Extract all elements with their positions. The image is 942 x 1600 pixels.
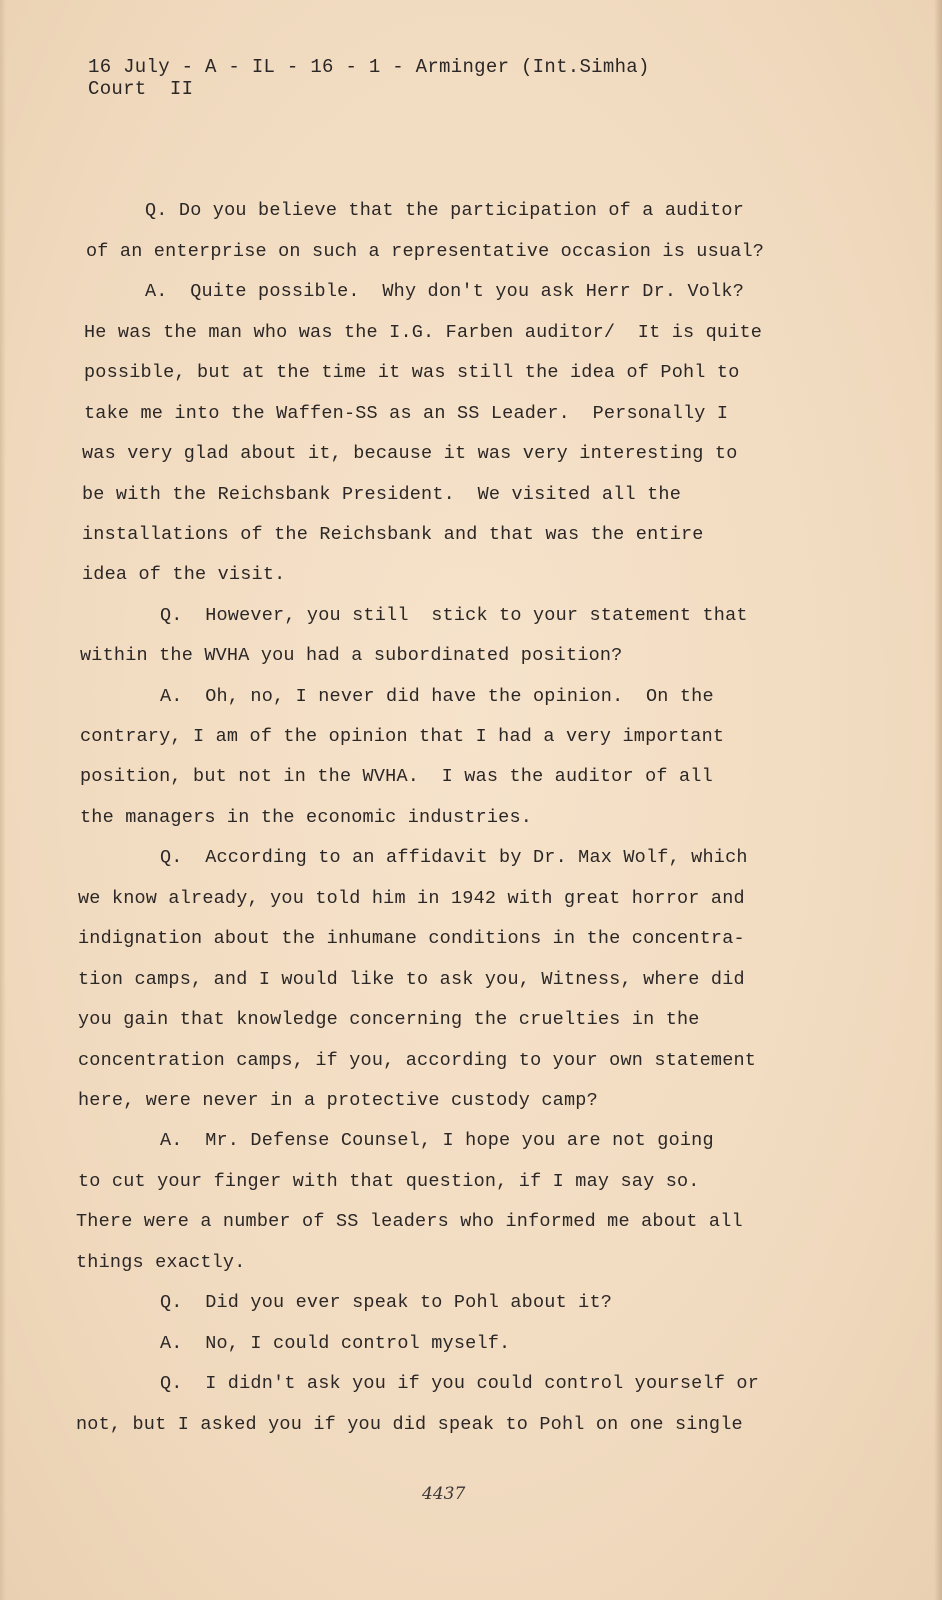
- paper-right-edge: [934, 0, 942, 1600]
- transcript-line: not, but I asked you if you did speak to Pohl on one single: [76, 1414, 743, 1435]
- transcript-line: position, but not in the WVHA. I was the auditor of all: [80, 766, 713, 787]
- transcript-line: possible, but at the time it was still the idea of Pohl to: [84, 362, 740, 383]
- transcript-line: was very glad about it, because it was very interesting to: [82, 443, 738, 464]
- transcript-line: of an enterprise on such a representative occasion is usual?: [86, 241, 765, 262]
- header-line-2: Court II: [88, 78, 194, 100]
- transcript-line: we know already, you told him in 1942 with great horror and: [78, 888, 745, 909]
- transcript-line: He was the man who was the I.G. Farben auditor/ It is quite: [84, 322, 763, 343]
- transcript-line: A. Quite possible. Why don't you ask Herr Dr. Volk?: [145, 281, 744, 302]
- transcript-line: things exactly.: [76, 1252, 246, 1273]
- transcript-line: installations of the Reichsbank and that was the entire: [82, 524, 704, 545]
- transcript-line: Q. I didn't ask you if you could control yourself or: [160, 1373, 759, 1394]
- transcript-line: Q. Do you believe that the participation of a auditor: [145, 200, 744, 221]
- transcript-line: idea of the visit.: [82, 564, 286, 585]
- header-line-1: 16 July - A - IL - 16 - 1 - Arminger (Int.Simha): [88, 56, 650, 78]
- transcript-line: Q. However, you still stick to your statement that: [160, 605, 748, 626]
- transcript-line: within the WVHA you had a subordinated position?: [80, 645, 623, 666]
- transcript-line: indignation about the inhumane conditions in the concentra-: [78, 928, 745, 949]
- document-header: [88, 56, 650, 100]
- transcript-line: Q. Did you ever speak to Pohl about it?: [160, 1292, 613, 1313]
- transcript-line: tion camps, and I would like to ask you, Witness, where did: [78, 969, 745, 990]
- transcript-line: to cut your finger with that question, if I may say so.: [78, 1171, 700, 1192]
- page-number: 4437: [422, 1484, 466, 1504]
- transcript-line: There were a number of SS leaders who informed me about all: [76, 1211, 743, 1232]
- transcript-line: A. Mr. Defense Counsel, I hope you are not going: [160, 1130, 714, 1151]
- transcript-line: you gain that knowledge concerning the cruelties in the: [78, 1009, 700, 1030]
- transcript-line: here, were never in a protective custody camp?: [78, 1090, 598, 1111]
- transcript-line: A. No, I could control myself.: [160, 1333, 511, 1354]
- transcript-line: A. Oh, no, I never did have the opinion. On the: [160, 686, 714, 707]
- transcript-line: Q. According to an affidavit by Dr. Max Wolf, which: [160, 847, 748, 868]
- transcript-line: be with the Reichsbank President. We visited all the: [82, 484, 681, 505]
- paper-left-edge: [0, 0, 6, 1600]
- transcript-line: take me into the Waffen-SS as an SS Leader. Personally I: [84, 403, 729, 424]
- transcript-line: the managers in the economic industries.: [80, 807, 533, 828]
- transcript-line: contrary, I am of the opinion that I had a very important: [80, 726, 725, 747]
- transcript-line: concentration camps, if you, according to your own statement: [78, 1050, 757, 1071]
